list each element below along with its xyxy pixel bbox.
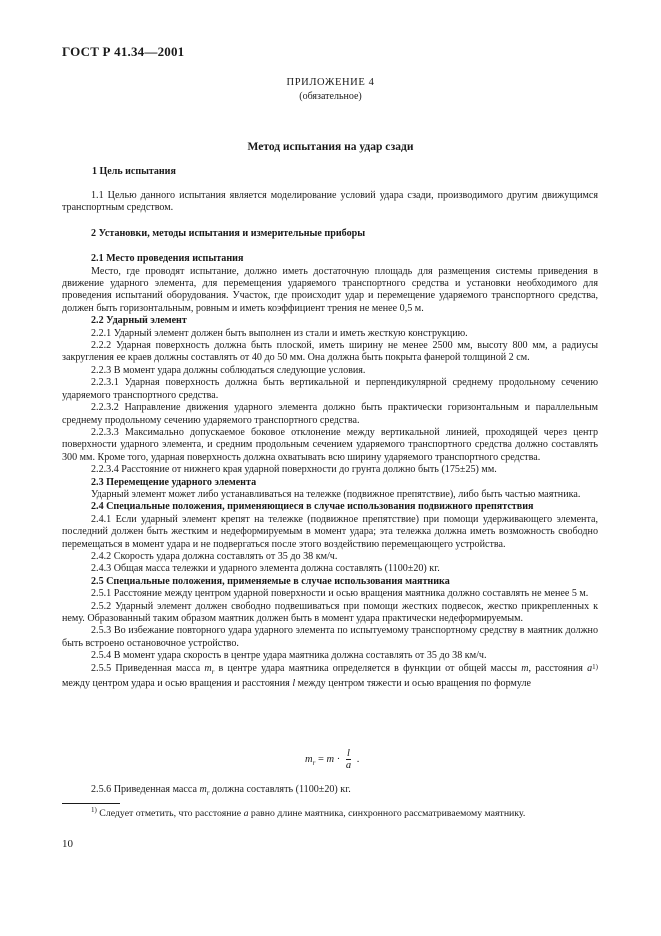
heading-2-2: 2.2 Ударный элемент (91, 315, 187, 327)
paragraph-1-1: 1.1 Целью данного испытания является моделирование условий удара сзади, производимого другим движущимся транспортным средством. (62, 190, 598, 214)
paragraph-2-2-3-3: 2.2.3.3 Максимально допускаемое боковое отклонение между вертикальной линией, проходящей через центр поверхности ударного элемента, и средним продольным сечением ударяемого транспортного средства должно составлять 300 мм. Кроме того, ударная поверхность должна охватывать всю ширину ударяемого транспортного средства. (62, 426, 598, 463)
paragraph-2-4-3: 2.4.3 Общая масса тележки и ударного элемента должна составлять (1100±20) кг. (91, 563, 440, 575)
page-number: 10 (62, 838, 73, 850)
paragraph-2-5-1: 2.5.1 Расстояние между центром ударной поверхности и осью вращения маятника должно составлять не менее 5 м. (91, 588, 589, 600)
reduced-mass-formula: $m_r = m$ · $\frac{l}{a}$ . (305, 748, 360, 771)
paragraph-2-2-3-1: 2.2.3.1 Ударная поверхность должна быть вертикальной и перпендикулярной среднему продольному сечению ударяемого транспортного средства. (62, 377, 598, 401)
paragraph-2-2-3-4: 2.2.3.4 Расстояние от нижнего края ударной поверхности до грунта должно быть (175±25) мм. (91, 464, 497, 476)
formula-fraction: $\frac{l}{a}$ (345, 748, 352, 771)
footnote: $^{1)}$ Следует отметить, что расстояние a равно длине маятника, синхронного рассматриваемому маятнику. (91, 806, 526, 819)
paragraph-2-2-3-2: 2.2.3.2 Направление движения ударного элемента должно быть практически горизонтальным и параллельным среднему продольному сечению ударяемого транспортного средства. (62, 402, 598, 426)
heading-2-3: 2.3 Перемещение ударного элемента (91, 476, 257, 488)
paragraph-2-1: Место, где проводят испытание, должно иметь достаточную площадь для размещения системы приведения в движение ударного элемента, для перемещения ударяемого транспортного средства и установки необходимого для проведения испытаний оборудования. Участок, где происходит удар и перемещение ударяемого транспортного средства, должен быть горизонтальным, ровным и иметь коэффициент трения не менее 0,5 м. (62, 265, 598, 314)
paragraph-2-5-3: 2.5.3 Во избежание повторного удара ударного элемента по испытуемому транспортному средству в маятник должно быть встроено остановочное устройство. (62, 625, 598, 649)
document-body (62, 190, 598, 690)
paragraph-2-4-2: 2.4.2 Скорость удара должна составлять от 35 до 38 км/ч. (91, 550, 338, 562)
paragraph-2-2-2: 2.2.2 Ударная поверхность должна быть плоской, иметь ширину не менее 2500 мм, высоту 800 мм, а радиусы закругления ее краев должны составлять от 40 до 50 мм. Она должна быть покрыта фанерой толщиной 2 см. (62, 340, 598, 364)
heading-2-1: 2.1 Место проведения испытания (91, 253, 244, 265)
appendix-status: (обязательное) (299, 91, 362, 102)
appendix-label: ПРИЛОЖЕНИЕ 4 (286, 77, 375, 88)
paragraph-2-3: Ударный элемент может либо устанавливаться на тележке (подвижное препятствие), либо быть частью маятника. (91, 488, 581, 500)
paragraph-2-5-4: 2.5.4 В момент удара скорость в центре удара маятника должна составлять от 35 до 38 км/ч. (91, 650, 487, 662)
document-code-header: ГОСТ Р 41.34—2001 (62, 44, 185, 59)
paragraph-2-5-2: 2.5.2 Ударный элемент должен свободно подвешиваться при помощи жестких подвесок, жестко прикрепленных к нему. Образованный таким образом маятник должен быть в момент удара практически недеформируемым. (62, 600, 598, 624)
section-2-heading: 2 Установки, методы испытания и измерительные приборы (91, 227, 366, 239)
footnote-ref: 1) (592, 662, 598, 671)
paragraph-2-5-5: 2.5.5 Приведенная масса $m_r$ в центре удара маятника определяется в функции от общей массы m, расстояния $a^{1)}$ между центром удара и осью вращения и расстояния l между центром тяжести и осью вращения по формуле (62, 662, 598, 690)
section-1-heading: 1 Цель испытания (92, 166, 176, 177)
paragraph-2-5-6: 2.5.6 Приведенная масса $m_r$ должна составлять (1100±20) кг. (91, 784, 351, 798)
paragraph-2-4-1: 2.4.1 Если ударный элемент крепят на тележке (подвижное препятствие) при помощи удерживающего элемента, последний должен быть жестким и недеформируемым в момент удара; эта тележка должна иметь возможность свободно перемещаться в момент удара и не подвергаться после этого воздействию перемещающего устройства. (62, 513, 598, 550)
footnote-divider (62, 803, 120, 804)
paragraph-2-2-1: 2.2.1 Ударный элемент должен быть выполнен из стали и иметь жесткую конструкцию. (91, 327, 468, 339)
heading-2-5: 2.5 Специальные положения, применяемые в случае использования маятника (91, 575, 450, 587)
section-title: Метод испытания на удар сзади (247, 141, 414, 153)
heading-2-4: 2.4 Специальные положения, применяющиеся в случае использования подвижного препятствия (91, 501, 534, 513)
paragraph-2-2-3: 2.2.3 В момент удара должны соблюдаться следующие условия. (91, 364, 366, 376)
